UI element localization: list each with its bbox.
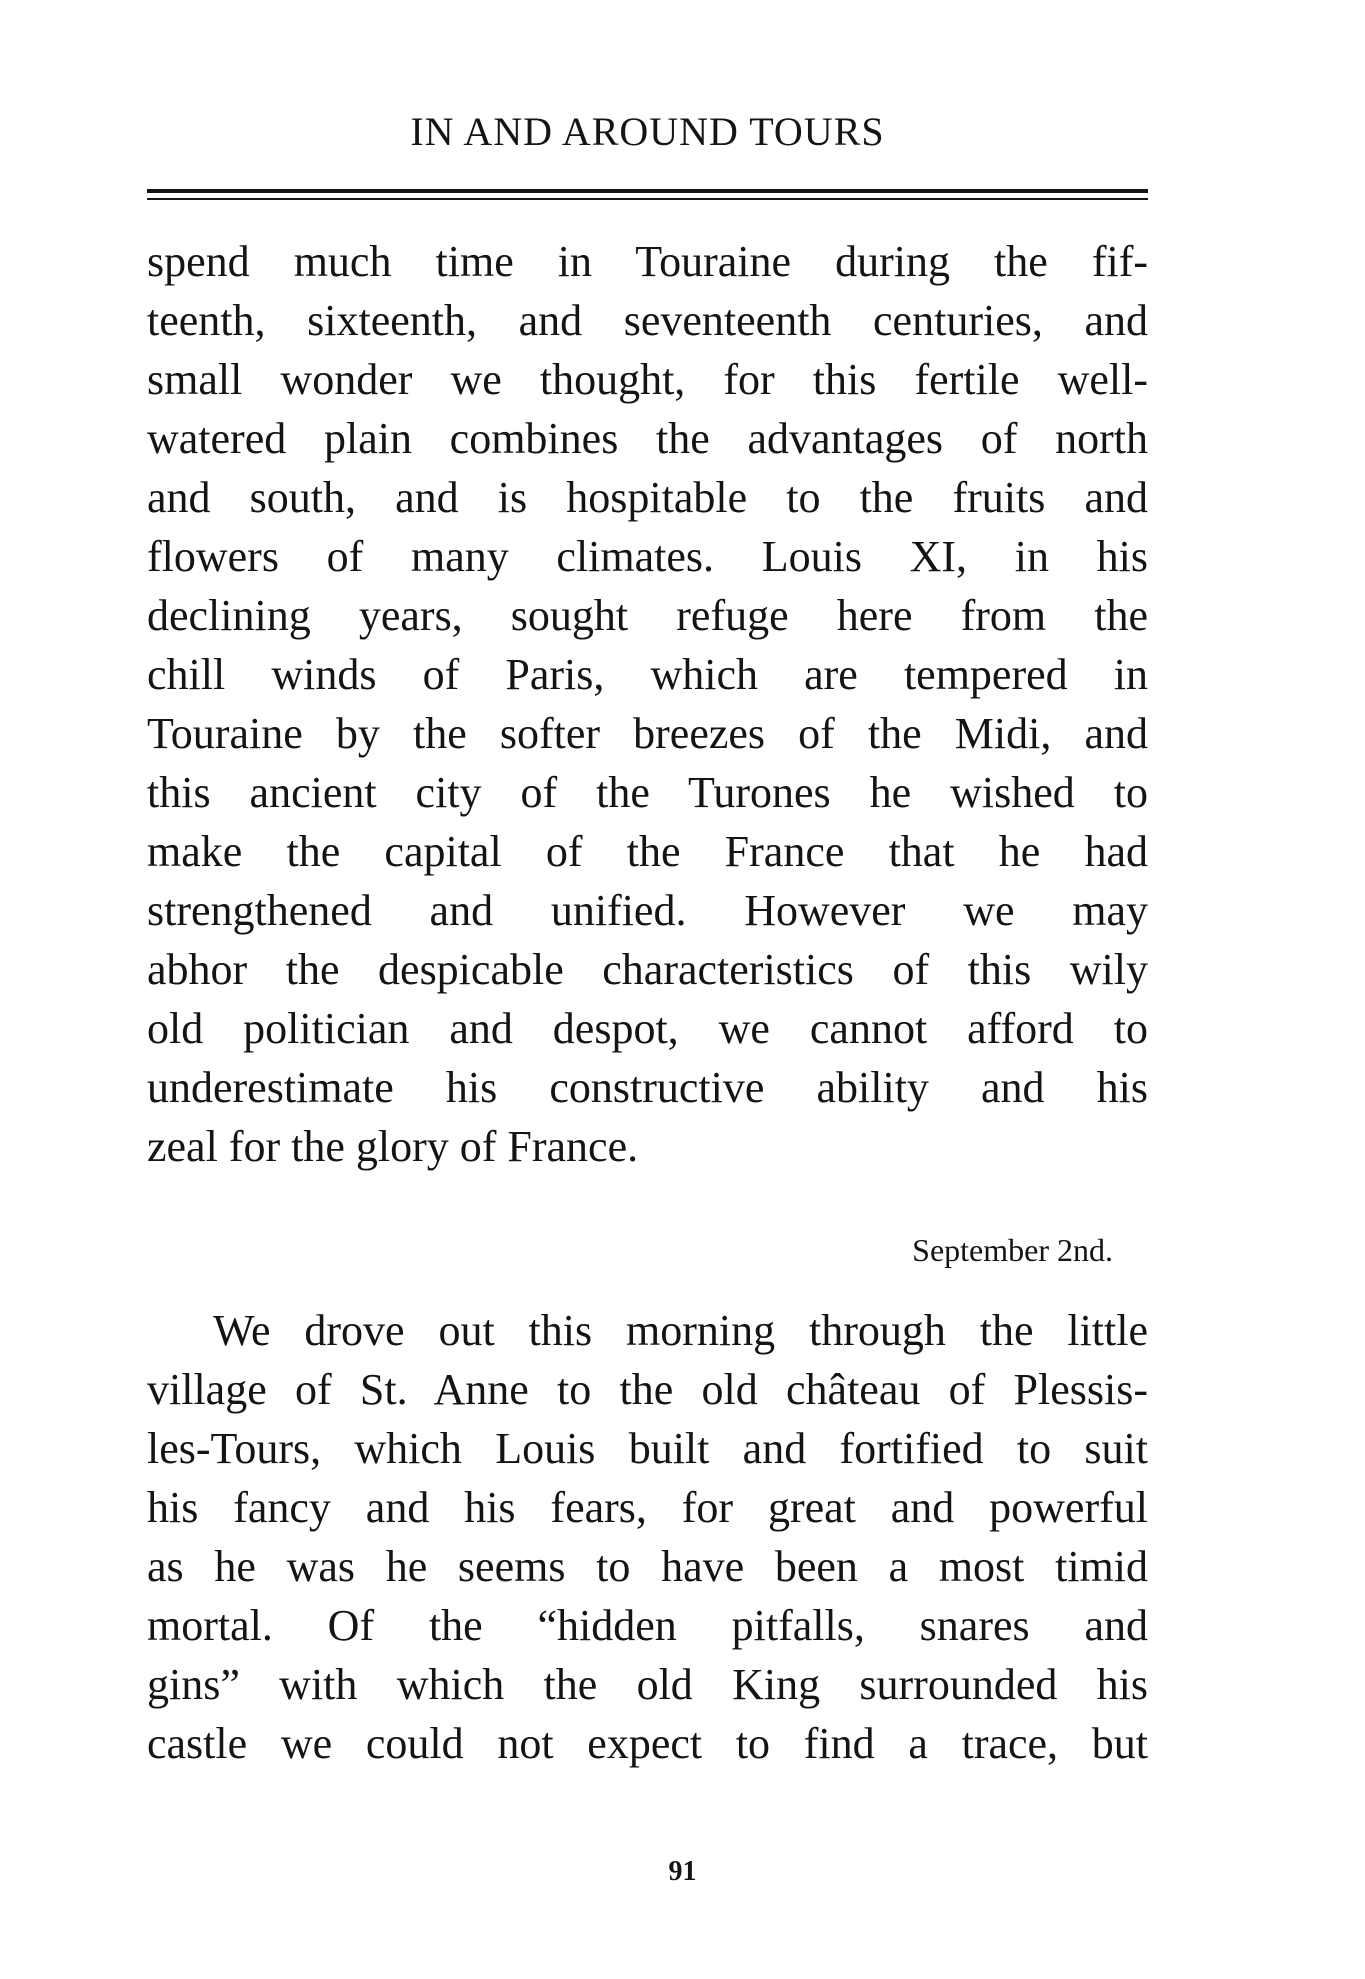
paragraph-1-line: and south, and is hospitable to the fruits and bbox=[147, 473, 1148, 522]
paragraph-2-line: his fancy and his fears, for great and powerful bbox=[147, 1483, 1148, 1532]
paragraph-1-line: this ancient city of the Turones he wished to bbox=[147, 768, 1148, 817]
dateline: September 2nd. bbox=[912, 1232, 1113, 1268]
paragraph-1-line: make the capital of the France that he had bbox=[147, 827, 1148, 876]
paragraph-2-line: village of St. Anne to the old château of Plessis- bbox=[147, 1365, 1148, 1414]
paragraph-2 bbox=[147, 1301, 1148, 1773]
paragraph-1-line: abhor the despicable characteristics of this wily bbox=[147, 945, 1148, 994]
header-rule-thick bbox=[147, 189, 1148, 193]
paragraph-2-line: We drove out this morning through the little bbox=[213, 1306, 1148, 1355]
paragraph-1-line: underestimate his constructive ability and his bbox=[147, 1063, 1148, 1112]
paragraph-2-line: castle we could not expect to find a trace, but bbox=[147, 1719, 1148, 1768]
paragraph-2-line: gins” with which the old King surrounded his bbox=[147, 1660, 1148, 1709]
paragraph-1-line: watered plain combines the advantages of north bbox=[147, 414, 1148, 463]
running-head: IN AND AROUND TOURS bbox=[410, 109, 885, 154]
paragraph-1-line: strengthened and unified. However we may bbox=[147, 886, 1148, 935]
paragraph-1-line: spend much time in Touraine during the fif- bbox=[147, 237, 1148, 286]
paragraph-1-line: chill winds of Paris, which are tempered in bbox=[147, 650, 1148, 699]
paragraph-1-line: zeal for the glory of France. bbox=[147, 1122, 639, 1171]
paragraph-1 bbox=[147, 232, 1148, 1176]
paragraph-1-line: flowers of many climates. Louis XI, in his bbox=[147, 532, 1148, 581]
paragraph-2-line: as he was he seems to have been a most timid bbox=[147, 1542, 1148, 1591]
paragraph-1-line: Touraine by the softer breezes of the Midi, and bbox=[147, 709, 1148, 758]
paragraph-1-line: declining years, sought refuge here from the bbox=[147, 591, 1148, 640]
header-rule-thin bbox=[147, 198, 1148, 200]
page-number: 91 bbox=[668, 1856, 697, 1887]
paragraph-1-line: old politician and despot, we cannot afford to bbox=[147, 1004, 1148, 1053]
paragraph-1-line: teenth, sixteenth, and seventeenth centuries, and bbox=[147, 296, 1148, 345]
paragraph-2-line: mortal. Of the “hidden pitfalls, snares and bbox=[147, 1601, 1148, 1650]
paragraph-2-line: les-Tours, which Louis built and fortified to suit bbox=[147, 1424, 1148, 1473]
paragraph-1-line: small wonder we thought, for this fertile well- bbox=[147, 355, 1148, 404]
